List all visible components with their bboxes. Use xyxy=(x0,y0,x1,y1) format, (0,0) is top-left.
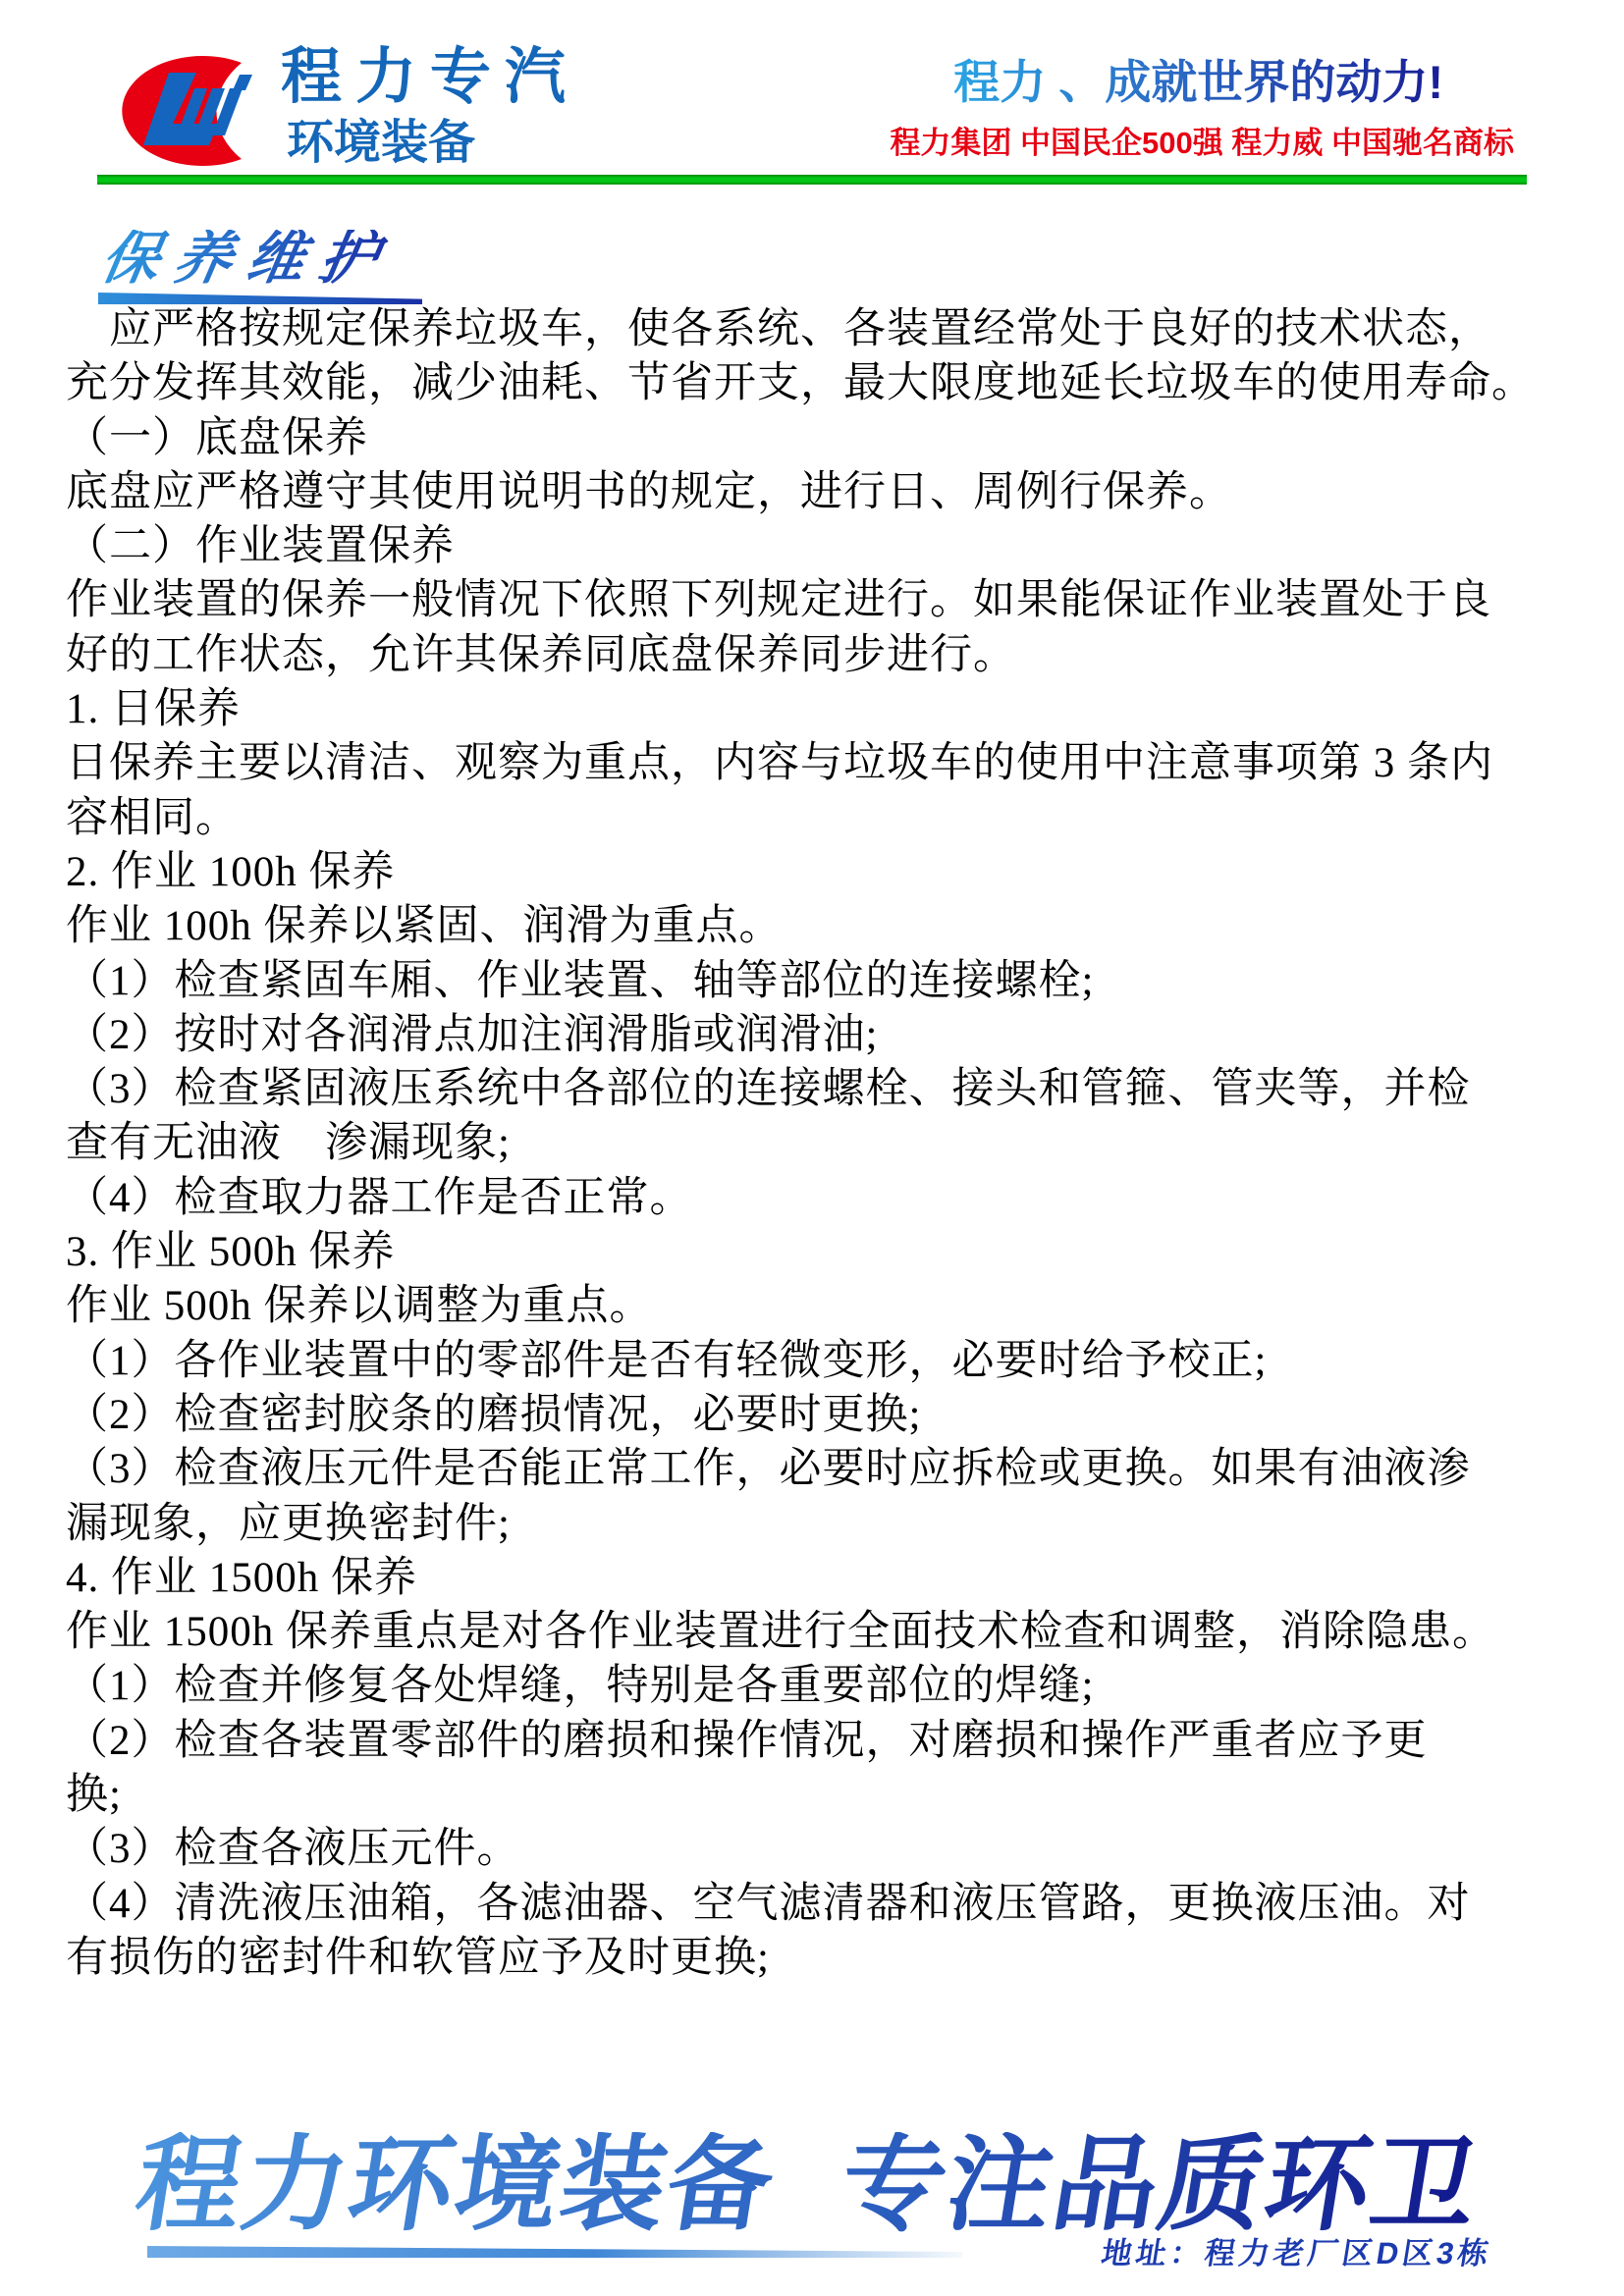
body-line: 好的工作状态，允许其保养同底盘保养同步进行。 xyxy=(66,631,1016,678)
body-line: 日保养主要以清洁、观察为重点，内容与垃圾车的使用中注意事项第 3 条内 xyxy=(66,740,1493,787)
body-line: 1. 日保养 xyxy=(66,686,241,733)
body-line: （3）检查各液压元件。 xyxy=(66,1826,520,1873)
brand-subtitle xyxy=(287,117,611,169)
section-title: 保养维护 xyxy=(96,227,399,291)
body-line: 底盘应严格遵守其使用说明书的规定，进行日、周例行保养。 xyxy=(66,468,1232,515)
body-line: 漏现象，应更换密封件; xyxy=(66,1500,511,1547)
body-line: 2. 作业 100h 保养 xyxy=(66,848,396,895)
footer-address: 地址：程力老厂区D区3栋 xyxy=(1099,2236,1495,2270)
body-line: （4）清洗液压油箱，各滤油器、空气滤清器和液压管路，更换液压油。对 xyxy=(66,1880,1471,1927)
footer-banner-underline xyxy=(147,2246,962,2258)
footer-banner: 程力环境装备 专注品质环卫 xyxy=(128,2127,1488,2243)
header-divider-rule xyxy=(97,175,1527,185)
body-line: （1）各作业装置中的零部件是否有轻微变形，必要时给予校正; xyxy=(66,1337,1268,1384)
body-line: 作业装置的保养一般情况下依照下列规定进行。如果能保证作业装置处于良 xyxy=(66,577,1491,624)
body-line: 作业 500h 保养以调整为重点。 xyxy=(66,1283,653,1330)
body-line: 有损伤的密封件和软管应予及时更换; xyxy=(66,1934,770,1981)
body-line: 作业 100h 保养以紧固、润滑为重点。 xyxy=(66,903,783,950)
body-line: （2）按时对各润滑点加注润滑脂或润滑油; xyxy=(66,1011,879,1058)
body-line: 充分发挥其效能，减少油耗、节省开支，最大限度地延长垃圾车的使用寿命。 xyxy=(66,360,1535,407)
body-line: （2）检查各装置零部件的磨损和操作情况，对磨损和操作严重者应予更 xyxy=(66,1717,1428,1764)
header-slogan: 程力 、成就世界的动力! xyxy=(953,56,1443,108)
body-line: （3）检查液压元件是否能正常工作，必要时应拆检或更换。如果有油液渗 xyxy=(66,1446,1471,1493)
body-line: 容相同。 xyxy=(66,794,239,841)
body-line: （3）检查紧固液压系统中各部位的连接螺栓、接头和管箍、管夹等，并检 xyxy=(66,1066,1471,1113)
body-line: 应严格按规定保养垃圾车，使各系统、各装置经常处于良好的技术状态， xyxy=(66,306,1491,352)
body-line: 查有无油液 渗漏现象; xyxy=(66,1120,511,1167)
body-line: （2）检查密封胶条的磨损情况，必要时更换; xyxy=(66,1391,922,1438)
chengli-logo-icon xyxy=(92,51,267,175)
body-line: （一）底盘保养 xyxy=(66,414,368,461)
body-line: 4. 作业 1500h 保养 xyxy=(66,1554,417,1601)
body-line: 3. 作业 500h 保养 xyxy=(66,1229,396,1276)
body-line: 换; xyxy=(66,1772,122,1819)
body-line: （1）检查紧固车厢、作业装置、轴等部位的连接螺栓; xyxy=(66,957,1095,1004)
header-credentials: 程力集团 中国民企500强 程力威 中国驰名商标 xyxy=(890,126,1514,160)
body-text xyxy=(66,302,1574,1985)
brand-name: 程力专汽 xyxy=(281,43,580,111)
body-line: 作业 1500h 保养重点是对各作业装置进行全面技术检查和调整，消除隐患。 xyxy=(66,1609,1495,1656)
brand-subtitle-text: 环境装备 xyxy=(287,117,476,169)
body-line: （1）检查并修复各处焊缝，特别是各重要部位的焊缝; xyxy=(66,1663,1095,1710)
body-line: （二）作业装置保养 xyxy=(66,523,455,570)
body-line: （4）检查取力器工作是否正常。 xyxy=(66,1174,693,1221)
